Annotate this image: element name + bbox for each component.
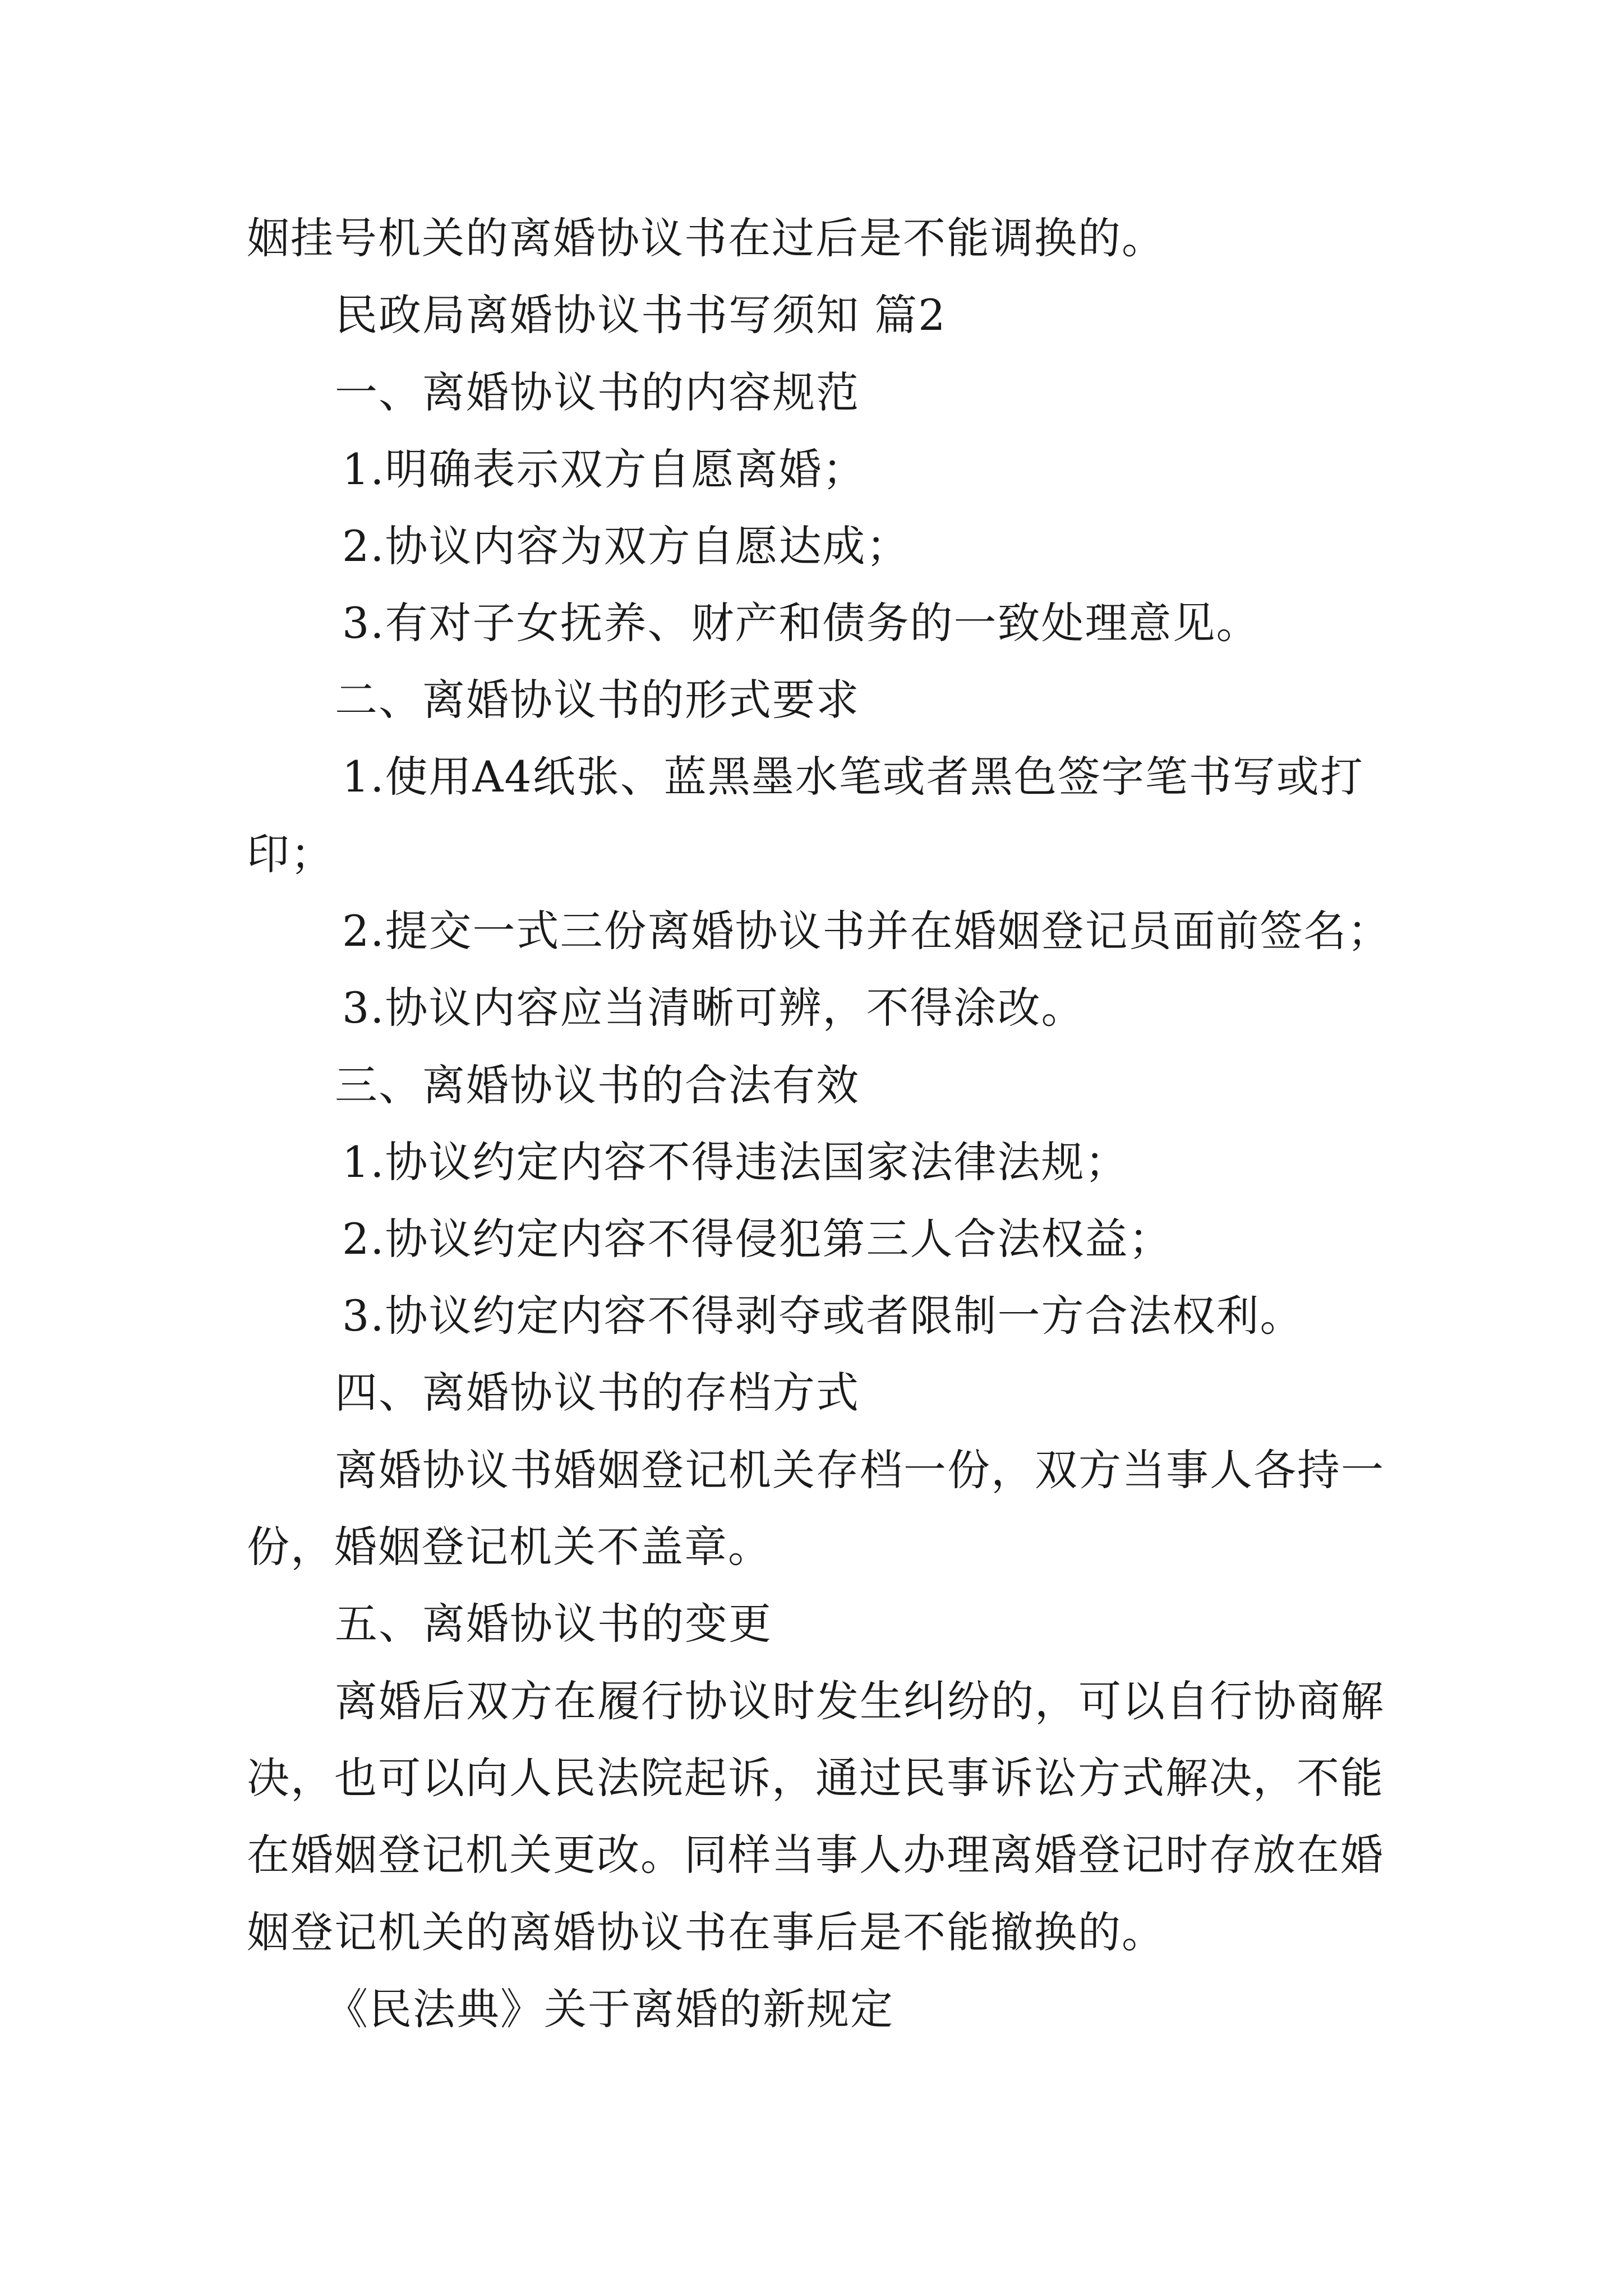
list-item: 3.有对子女抚养、财产和债务的一致处理意见。 [342,598,1260,648]
list-item: 1.明确表示双方自愿离婚； [342,444,866,494]
paragraph-line: 姻登记机关的离婚协议书在事后是不能撤换的。 [247,1907,1165,1957]
paragraph-line: 在婚姻登记机关更改。同样当事人办理离婚登记时存放在婚 [247,1830,1384,1880]
paragraph-line: 份，婚姻登记机关不盖章。 [247,1522,772,1572]
heading-modification: 五、离婚协议书的变更 [335,1599,772,1649]
heading-archiving: 四、离婚协议书的存档方式 [335,1368,860,1418]
paragraph-line: 决，也可以向人民法院起诉，通过民事诉讼方式解决，不能 [247,1753,1384,1803]
paragraph-line: 离婚后双方在履行协议时发生纠纷的，可以自行协商解 [335,1676,1385,1726]
list-item: 3.协议约定内容不得剥夺或者限制一方合法权利。 [342,1291,1304,1341]
list-item-continuation: 印； [247,829,334,879]
heading-form-requirements: 二、离婚协议书的形式要求 [335,675,860,725]
list-item: 3.协议内容应当清晰可辨，不得涂改。 [342,983,1085,1033]
list-item: 1.协议约定内容不得违法国家法律法规； [342,1137,1129,1187]
section-title: 《民法典》关于离婚的新规定 [325,1984,894,2034]
section-title: 民政局离婚协议书书写须知 篇2 [335,290,947,340]
text-line: 姻挂号机关的离婚协议书在过后是不能调换的。 [247,213,1165,263]
list-item: 1.使用A4纸张、蓝黑墨水笔或者黑色签字笔书写或打 [342,752,1364,802]
heading-legal-validity: 三、离婚协议书的合法有效 [335,1060,860,1110]
paragraph-line: 离婚协议书婚姻登记机关存档一份，双方当事人各持一 [335,1445,1385,1495]
list-item: 2.协议约定内容不得侵犯第三人合法权益； [342,1214,1173,1264]
list-item: 2.协议内容为双方自愿达成； [342,521,910,571]
list-item: 2.提交一式三份离婚协议书并在婚姻登记员面前签名； [342,906,1391,956]
heading-content-norms: 一、离婚协议书的内容规范 [335,367,860,417]
